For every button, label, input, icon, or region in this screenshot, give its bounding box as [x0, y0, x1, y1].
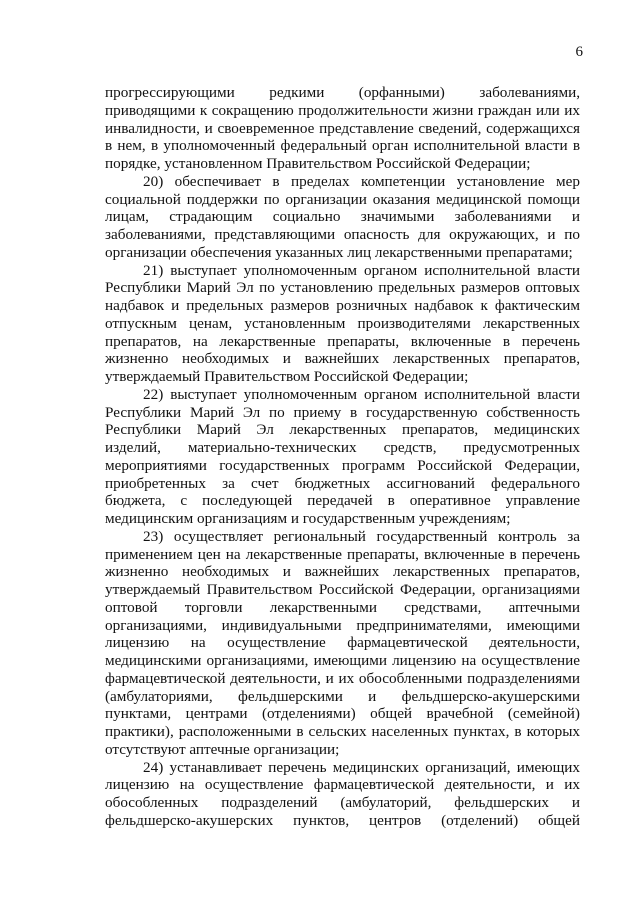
- page-number: 6: [575, 44, 583, 60]
- paragraph-item-23: 23) осуществляет региональный государственный контроль за применением цен на лекарственные препараты, включенные в перечень жизненно необходимых и важнейших лекарственных препаратов, утверждаемый Правительством Российской Федерации, организациями оптовой торговли лекарственными средствами, аптечными организациями, индивидуальными предпринимателями, имеющими лицензию на осуществление фармацевтической деятельности, медицинскими организациями, имеющими лицензию на осуществление фармацевтической деятельности, и их обособленными подразделениями (амбулаториями, фельдшерскими и фельдшерско-акушерскими пунктами, центрами (отделениями) общей врачебной (семейной) практики), расположенными в сельских населенных пунктах, в которых отсутствуют аптечные организации;: [105, 527, 580, 758]
- paragraph-item-24: 24) устанавливает перечень медицинских организаций, имеющих лицензию на осуществление фармацевтической деятельности, и их обособленных подразделений (амбулаторий, фельдшерских и фельдшерско-акушерских пунктов, центров (отделений) общей: [105, 758, 580, 829]
- document-body: [105, 84, 580, 830]
- paragraph-continuation: прогрессирующими редкими (орфанными) заболеваниями, приводящими к сокращению продолжительности жизни граждан или их инвалидности, и своевременное представление сведений, содержащихся в нем, в уполномоченный федеральный орган исполнительной власти в порядке, установленном Правительством Российской Федерации;: [105, 84, 580, 172]
- paragraph-item-22: 22) выступает уполномоченным органом исполнительной власти Республики Марий Эл по приему в государственную собственность Республики Марий Эл лекарственных препаратов, медицинских изделий, материально-технических средств, предусмотренных мероприятиями государственных программ Российской Федерации, приобретенных за счет бюджетных ассигнований федерального бюджета, с последующей передачей в оперативное управление медицинским организациям и государственным учреждениям;: [105, 385, 580, 527]
- paragraph-item-21: 21) выступает уполномоченным органом исполнительной власти Республики Марий Эл по установлению предельных размеров оптовых надбавок и предельных размеров розничных надбавок к фактическим отпускным ценам, установленным производителями лекарственных препаратов, на лекарственные препараты, включенные в перечень жизненно необходимых и важнейших лекарственных препаратов, утверждаемый Правительством Российской Федерации;: [105, 261, 580, 385]
- paragraph-item-20: 20) обеспечивает в пределах компетенции установление мер социальной поддержки по организации оказания медицинской помощи лицам, страдающим социально значимыми заболеваниями и заболеваниями, представляющими опасность для окружающих, и по организации обеспечения указанных лиц лекарственными препаратами;: [105, 172, 580, 261]
